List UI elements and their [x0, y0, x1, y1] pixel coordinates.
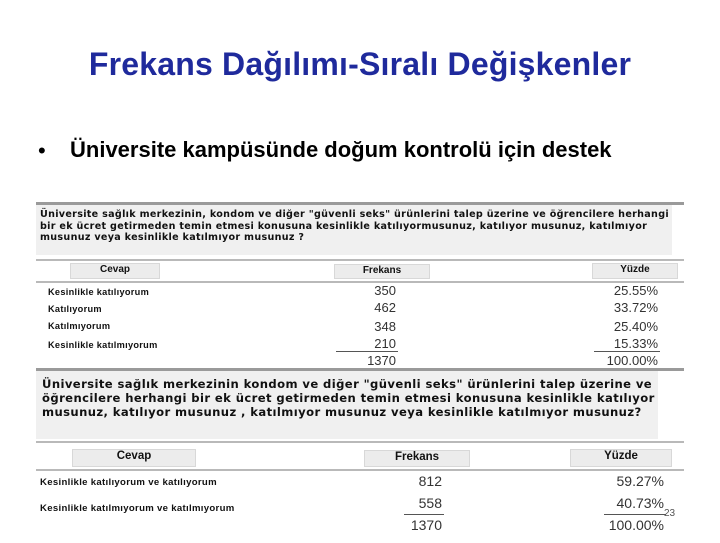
table1-total-frequency: 1370 [367, 353, 396, 368]
table2-total-underline [604, 514, 666, 515]
table2-row-label: Kesinlikle katılıyorum ve katılıyorum [40, 477, 217, 488]
slide-title: Frekans Dağılımı-Sıralı Değişkenler [88, 46, 632, 82]
table1-header-answer: Cevap [70, 263, 160, 279]
table2-row-percent: 59.27% [616, 473, 664, 489]
table1-row-percent: 15.33% [613, 336, 658, 351]
table1-row-label: Kesinlikle katılıyorum [48, 287, 150, 297]
table1-row-label: Katılıyorum [48, 304, 102, 314]
table1-row-frequency: 350 [374, 283, 396, 298]
table2-row-frequency: 812 [418, 473, 442, 489]
table2-row-frequency: 558 [418, 495, 442, 511]
table1-row-percent: 25.55% [613, 283, 658, 298]
table1-header-frequency: Frekans [334, 264, 430, 279]
table1-row-percent: 25.40% [613, 319, 658, 334]
table2-header-percent: Yüzde [570, 449, 672, 467]
table1-divider [36, 259, 684, 261]
table1-header-percent: Yüzde [592, 263, 678, 279]
table1-row-frequency: 348 [374, 319, 396, 334]
table1-row-frequency: 462 [374, 300, 396, 315]
table1-question: Üniversite sağlık merkezinin, kondom ve diğer "güvenli seks" ürünlerini talep üzerine ve öğrencilere herhangi bir ek ücret getirmeden temin etmesi konusuna kesinlikle katılıyormusunuz, katılıyor musunuz, katılmıyor musunuz veya kesinlikle katılmıyor musunuz ? [40, 209, 669, 243]
table1-total-percent: 100.00% [606, 353, 658, 368]
table2-row-label: Kesinlikle katılmıyorum ve katılmıyorum [40, 503, 235, 514]
frequency-table-four-categories [36, 202, 684, 371]
bullet-text: Üniversite kampüsünde doğum kontrolü için destek [70, 137, 612, 162]
table2-header-frequency: Frekans [364, 450, 470, 467]
table1-total-underline [336, 351, 398, 352]
table2-divider [36, 441, 684, 443]
table1-row-label: Kesinlikle katılmıyorum [48, 340, 158, 350]
slide-number: 23 [664, 508, 676, 519]
table1-row-frequency: 210 [374, 336, 396, 351]
frequency-table-two-categories [36, 368, 684, 543]
table2-total-percent: 100.00% [608, 517, 664, 533]
table1-row-label: Katılmıyorum [48, 321, 111, 331]
table1-row-percent: 33.72% [613, 300, 658, 315]
table2-header-answer: Cevap [72, 449, 196, 467]
bullet-icon: • [38, 138, 46, 163]
table2-row-percent: 40.73% [616, 495, 664, 511]
table2-question: Üniversite sağlık merkezinin kondom ve diğer "güvenli seks" ürünlerini talep üzerine ve öğrencilere herhangi bir ek ücret getirmeden temin etmesi konusuna kesinlikle katılıyor musunuz, katılıyor musunuz , katılmıyor musunuz veya kesinlikle katılmıyor musunuz? [42, 377, 655, 420]
table2-divider [36, 469, 684, 471]
table2-total-frequency: 1370 [410, 517, 442, 533]
table1-total-underline [594, 351, 660, 352]
table2-total-underline [404, 514, 444, 515]
